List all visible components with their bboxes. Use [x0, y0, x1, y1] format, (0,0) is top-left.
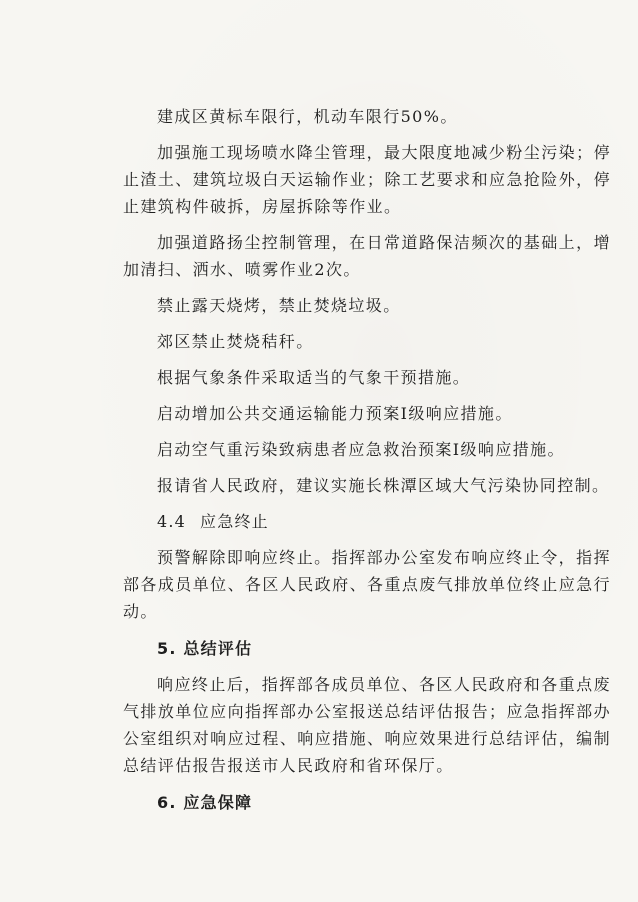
paragraph-vehicle-restriction: 建成区黄标车限行，机动车限行50%。: [157, 107, 458, 126]
section-heading-6: 6. 应急保障: [157, 793, 253, 812]
paragraph-no-open-burning: 禁止露天烧烤，禁止焚烧垃圾。: [157, 296, 401, 315]
section-number: 4.4: [157, 512, 187, 531]
section-title: 应急终止: [200, 512, 269, 531]
paragraph-regional-control: 报请省人民政府，建议实施长株潭区域大气污染协同控制。: [157, 476, 610, 495]
paragraph-construction-dust: 加强施工现场喷水降尘管理，最大限度地减少粉尘污染；停止渣土、建筑垃圾白天运输作业；除工艺要求和应急抢险外，停止建筑构件破拆，房屋拆除等作业。: [123, 143, 611, 216]
section-heading-4-4: [123, 508, 611, 535]
paragraph-no-straw-burning: 郊区禁止焚烧秸秆。: [157, 332, 314, 351]
paragraph-road-dust: 加强道路扬尘控制管理，在日常道路保洁频次的基础上，增加清扫、洒水、喷雾作业2次。: [123, 233, 611, 279]
section-heading-5: 5. 总结评估: [157, 639, 253, 658]
paragraph-emergency-termination: 预警解除即响应终止。指挥部办公室发布响应终止令，指挥部各成员单位、各区人民政府、各重点废气排放单位终止应急行动。: [123, 548, 611, 621]
paragraph-weather-intervention: 根据气象条件采取适当的气象干预措施。: [157, 368, 471, 387]
paragraph-medical-treatment: 启动空气重污染致病患者应急救治预案Ⅰ级响应措施。: [157, 440, 565, 459]
paragraph-public-transport: 启动增加公共交通运输能力预案Ⅰ级响应措施。: [157, 404, 513, 423]
paragraph-summary-evaluation: 响应终止后，指挥部各成员单位、各区人民政府和各重点废气排放单位应向指挥部办公室报送总结评估报告；应急指挥部办公室组织对响应过程、响应措施、响应效果进行总结评估，编制总结评估报告报送市人民政府和省环保厅。: [123, 675, 611, 775]
document-body: [123, 103, 611, 816]
